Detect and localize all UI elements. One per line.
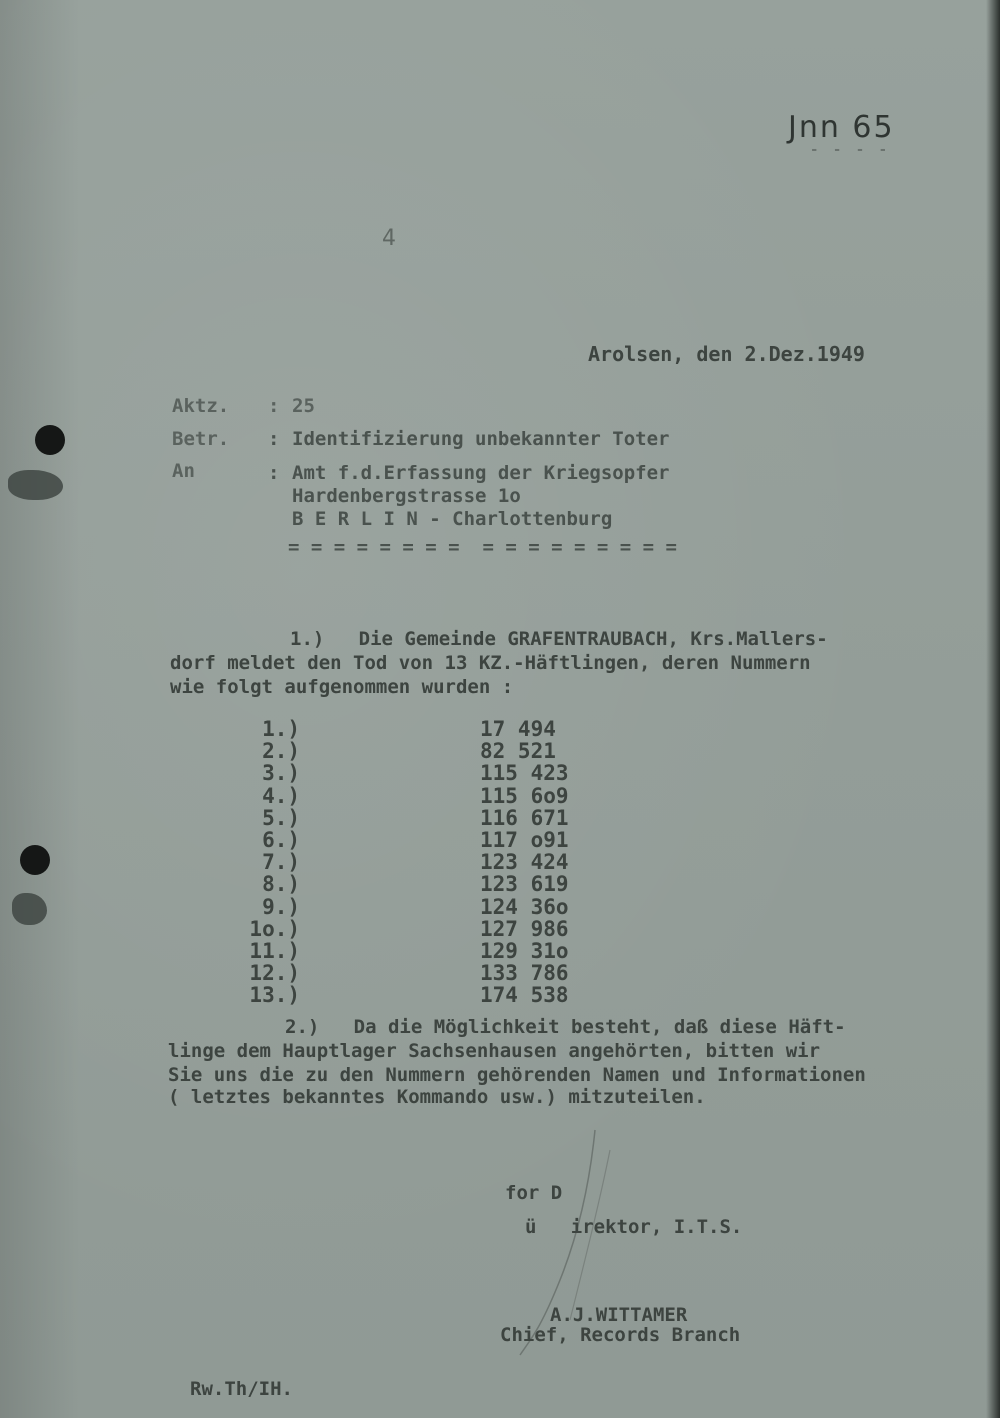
list-item-number: 117 o91 (480, 827, 569, 852)
ink-stain-top (8, 470, 63, 500)
list-item-index: 12.) (249, 961, 300, 986)
list-item-index: 8.) (262, 872, 300, 897)
list-item-index: 5.) (262, 805, 300, 830)
list-item-number: 174 538 (480, 983, 569, 1008)
header-key-betr: Betr. (172, 428, 230, 450)
place-date: Arolsen, den 2.Dez.1949 (588, 342, 865, 366)
list-item-index: 11.) (249, 938, 300, 963)
reference-underline: - - - - (810, 142, 891, 158)
header-colon: : (268, 428, 280, 450)
address-city: B E R L I N - Charlottenburg (292, 508, 613, 530)
list-item-number: 129 31o (480, 938, 569, 963)
list-item-number: 133 786 (480, 961, 569, 986)
punch-hole-top (35, 425, 65, 455)
header-value-aktz: 25 (292, 395, 315, 417)
list-item-index: 9.) (262, 894, 300, 919)
signature-role: ü irektor, I.T.S. (525, 1216, 743, 1238)
header-value-betr: Identifizierung unbekannter Toter (292, 428, 670, 450)
list-item-number: 82 521 (480, 739, 556, 764)
signature-for: for D (505, 1182, 563, 1204)
header-colon: : (268, 395, 280, 417)
signature-title: Chief, Records Branch (500, 1324, 741, 1346)
list-item-index: 13.) (249, 983, 300, 1008)
list-item-index: 7.) (262, 850, 300, 875)
reference-initials: Rw.Th/IH. (190, 1378, 293, 1400)
paragraph1-line1: 1.) Die Gemeinde GRAFENTRAUBACH, Krs.Mallers- (290, 628, 828, 650)
reference-code: Jnn 65 (788, 110, 895, 145)
address-street: Hardenbergstrasse 1o (292, 485, 521, 507)
list-item-index: 3.) (262, 761, 300, 786)
ink-stain-bottom (12, 893, 47, 925)
list-item-number: 115 6o9 (480, 783, 569, 808)
paragraph1-line2: dorf meldet den Tod von 13 KZ.-Häftlingen, deren Nummern (170, 652, 811, 674)
header-value-an: Amt f.d.Erfassung der Kriegsopfer (292, 462, 670, 484)
paragraph2-line2: linge dem Hauptlager Sachsenhausen angehörten, bitten wir (168, 1040, 821, 1062)
paragraph2-line4: ( letztes bekanntes Kommando usw.) mitzuteilen. (168, 1086, 706, 1108)
list-item-number: 115 423 (480, 761, 569, 786)
header-key-an: An (172, 460, 195, 482)
page-edge-right (986, 0, 1000, 1418)
list-item-index: 1o.) (249, 916, 300, 941)
list-item-index: 2.) (262, 739, 300, 764)
address-underline: = = = = = = = = = = = = = = = = = (288, 536, 677, 558)
punch-hole-bottom (20, 845, 50, 875)
list-item-number: 127 986 (480, 916, 569, 941)
page-number: 4 (382, 226, 396, 251)
list-item-index: 4.) (262, 783, 300, 808)
list-item-index: 1.) (262, 717, 300, 741)
paragraph2-line1: 2.) Da die Möglichkeit besteht, daß diese Häft- (285, 1016, 846, 1038)
paragraph2-line3: Sie uns die zu den Nummern gehörenden Namen und Informationen (168, 1064, 866, 1086)
signature-name: A.J.WITTAMER (550, 1304, 688, 1326)
header-colon: : (268, 462, 280, 484)
page-shadow-left (0, 0, 80, 1418)
header-key-aktz: Aktz. (172, 395, 230, 417)
list-item-number: 17 494 (480, 717, 556, 741)
list-item-number: 116 671 (480, 805, 569, 830)
list-item-number: 123 619 (480, 872, 569, 897)
paragraph1-line3: wie folgt aufgenommen wurden : (170, 676, 514, 698)
list-item-number: 123 424 (480, 850, 569, 875)
list-item-index: 6.) (262, 827, 300, 852)
list-item-number: 124 36o (480, 894, 569, 919)
